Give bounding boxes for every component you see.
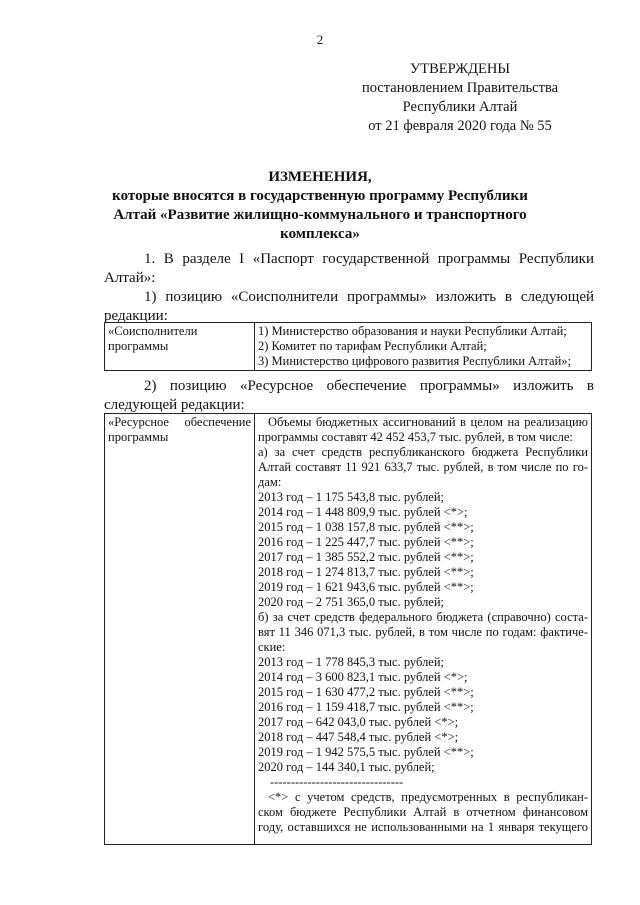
year-row: 2014 год – 1 448 809,9 тыс. рублей <*>; [258, 505, 468, 519]
paragraph-line: 1. В разделе I «Паспорт государственной программы Республики [144, 251, 594, 267]
year-row: 2013 год – 1 175 543,8 тыс. рублей; [258, 490, 445, 504]
year-row: 2015 год – 1 630 477,2 тыс. рублей <**>; [258, 685, 474, 699]
resource-provision-table [104, 413, 592, 845]
paragraph-line: следующей редакции: [104, 397, 245, 413]
item-2-paragraph [104, 377, 594, 415]
year-row: 2013 год – 1 778 845,3 тыс. рублей; [258, 655, 445, 669]
table-row: 3) Министерство цифрового развития Республики Алтай»; [258, 354, 571, 368]
heading-line: комплекса» [280, 226, 360, 242]
year-row: 2016 год – 1 225 447,7 тыс. рублей <**>; [258, 535, 474, 549]
text-line: программы составят 42 452 453,7 тыс. рублей, в том числе: [258, 430, 573, 444]
text-line: б) за счет средств федерального бюджета (справочно) соста- [258, 610, 588, 624]
paragraph-line: редакции: [104, 308, 168, 324]
co-executors-table [104, 322, 592, 371]
heading-line: которые вносятся в государственную программу Республики [112, 188, 528, 204]
paragraph-line: 1) позицию «Соисполнители программы» изложить в следующей [144, 289, 594, 305]
item-1-paragraph [104, 288, 594, 326]
table-value-cell [255, 414, 592, 845]
approval-title: УТВЕРЖДЕНЫ [409, 61, 511, 77]
heading-line: Алтай «Развитие жилищно-коммунального и транспортного [113, 207, 527, 223]
footnote-line: ском бюджете Республики Алтай в отчетном финансовом [258, 805, 588, 819]
paragraph-line: 2) позицию «Ресурсное обеспечение программы» изложить в [144, 378, 594, 394]
year-row: 2017 год – 1 385 552,2 тыс. рублей <**>; [258, 550, 474, 564]
section-1-paragraph [104, 250, 594, 288]
year-row: 2020 год – 2 751 365,0 тыс. рублей; [258, 595, 445, 609]
table-value-cell [255, 323, 592, 371]
text-line: вят 11 346 071,3 тыс. рублей, в том числе по годам: фактиче- [258, 625, 588, 639]
year-row: 2015 год – 1 038 157,8 тыс. рублей <**>; [258, 520, 474, 534]
footnote-separator: -------------------------------- [270, 775, 404, 789]
approval-line: от 21 февраля 2020 года № 55 [368, 118, 552, 134]
year-row: 2017 год – 642 043,0 тыс. рублей <*>; [258, 715, 459, 729]
approval-line: Республики Алтай [402, 99, 518, 115]
paragraph-line: Алтай»: [104, 270, 156, 286]
footnote-line: <*> с учетом средств, предусмотренных в республикан- [268, 790, 588, 804]
text-line: Алтай составят 11 921 633,7 тыс. рублей, в том числе по го- [258, 460, 588, 474]
year-row: 2020 год – 144 340,1 тыс. рублей; [258, 760, 435, 774]
text-line: а) за счет средств республиканского бюджета Республики [258, 445, 588, 459]
document-heading [0, 168, 640, 244]
page-number: 2 [316, 32, 324, 47]
year-row: 2019 год – 1 621 943,6 тыс. рублей <**>; [258, 580, 474, 594]
table-label-cell: «Ресурсное обеспечение программы [105, 414, 255, 845]
heading-line: ИЗМЕНЕНИЯ, [268, 169, 372, 185]
table-row: 1) Министерство образования и науки Республики Алтай; [258, 324, 567, 338]
text-line: Объемы бюджетных ассигнований в целом на реализацию [268, 415, 588, 429]
year-row: 2019 год – 1 942 575,5 тыс. рублей <**>; [258, 745, 474, 759]
text-line: дам: [258, 475, 282, 489]
approval-block [360, 60, 560, 136]
footnote-line: году, оставшихся не использованными на 1 января текущего [258, 820, 588, 834]
approval-line: постановлением Правительства [361, 80, 559, 96]
year-row: 2016 год – 1 159 418,7 тыс. рублей <**>; [258, 700, 474, 714]
text-line: ские: [258, 640, 286, 654]
year-row: 2018 год – 1 274 813,7 тыс. рублей <**>; [258, 565, 474, 579]
table-row: 2) Комитет по тарифам Республики Алтай; [258, 339, 487, 353]
year-row: 2014 год – 3 600 823,1 тыс. рублей <*>; [258, 670, 468, 684]
table-label-cell: «Соисполнители программы [105, 323, 255, 371]
year-row: 2018 год – 447 548,4 тыс. рублей <*>; [258, 730, 459, 744]
